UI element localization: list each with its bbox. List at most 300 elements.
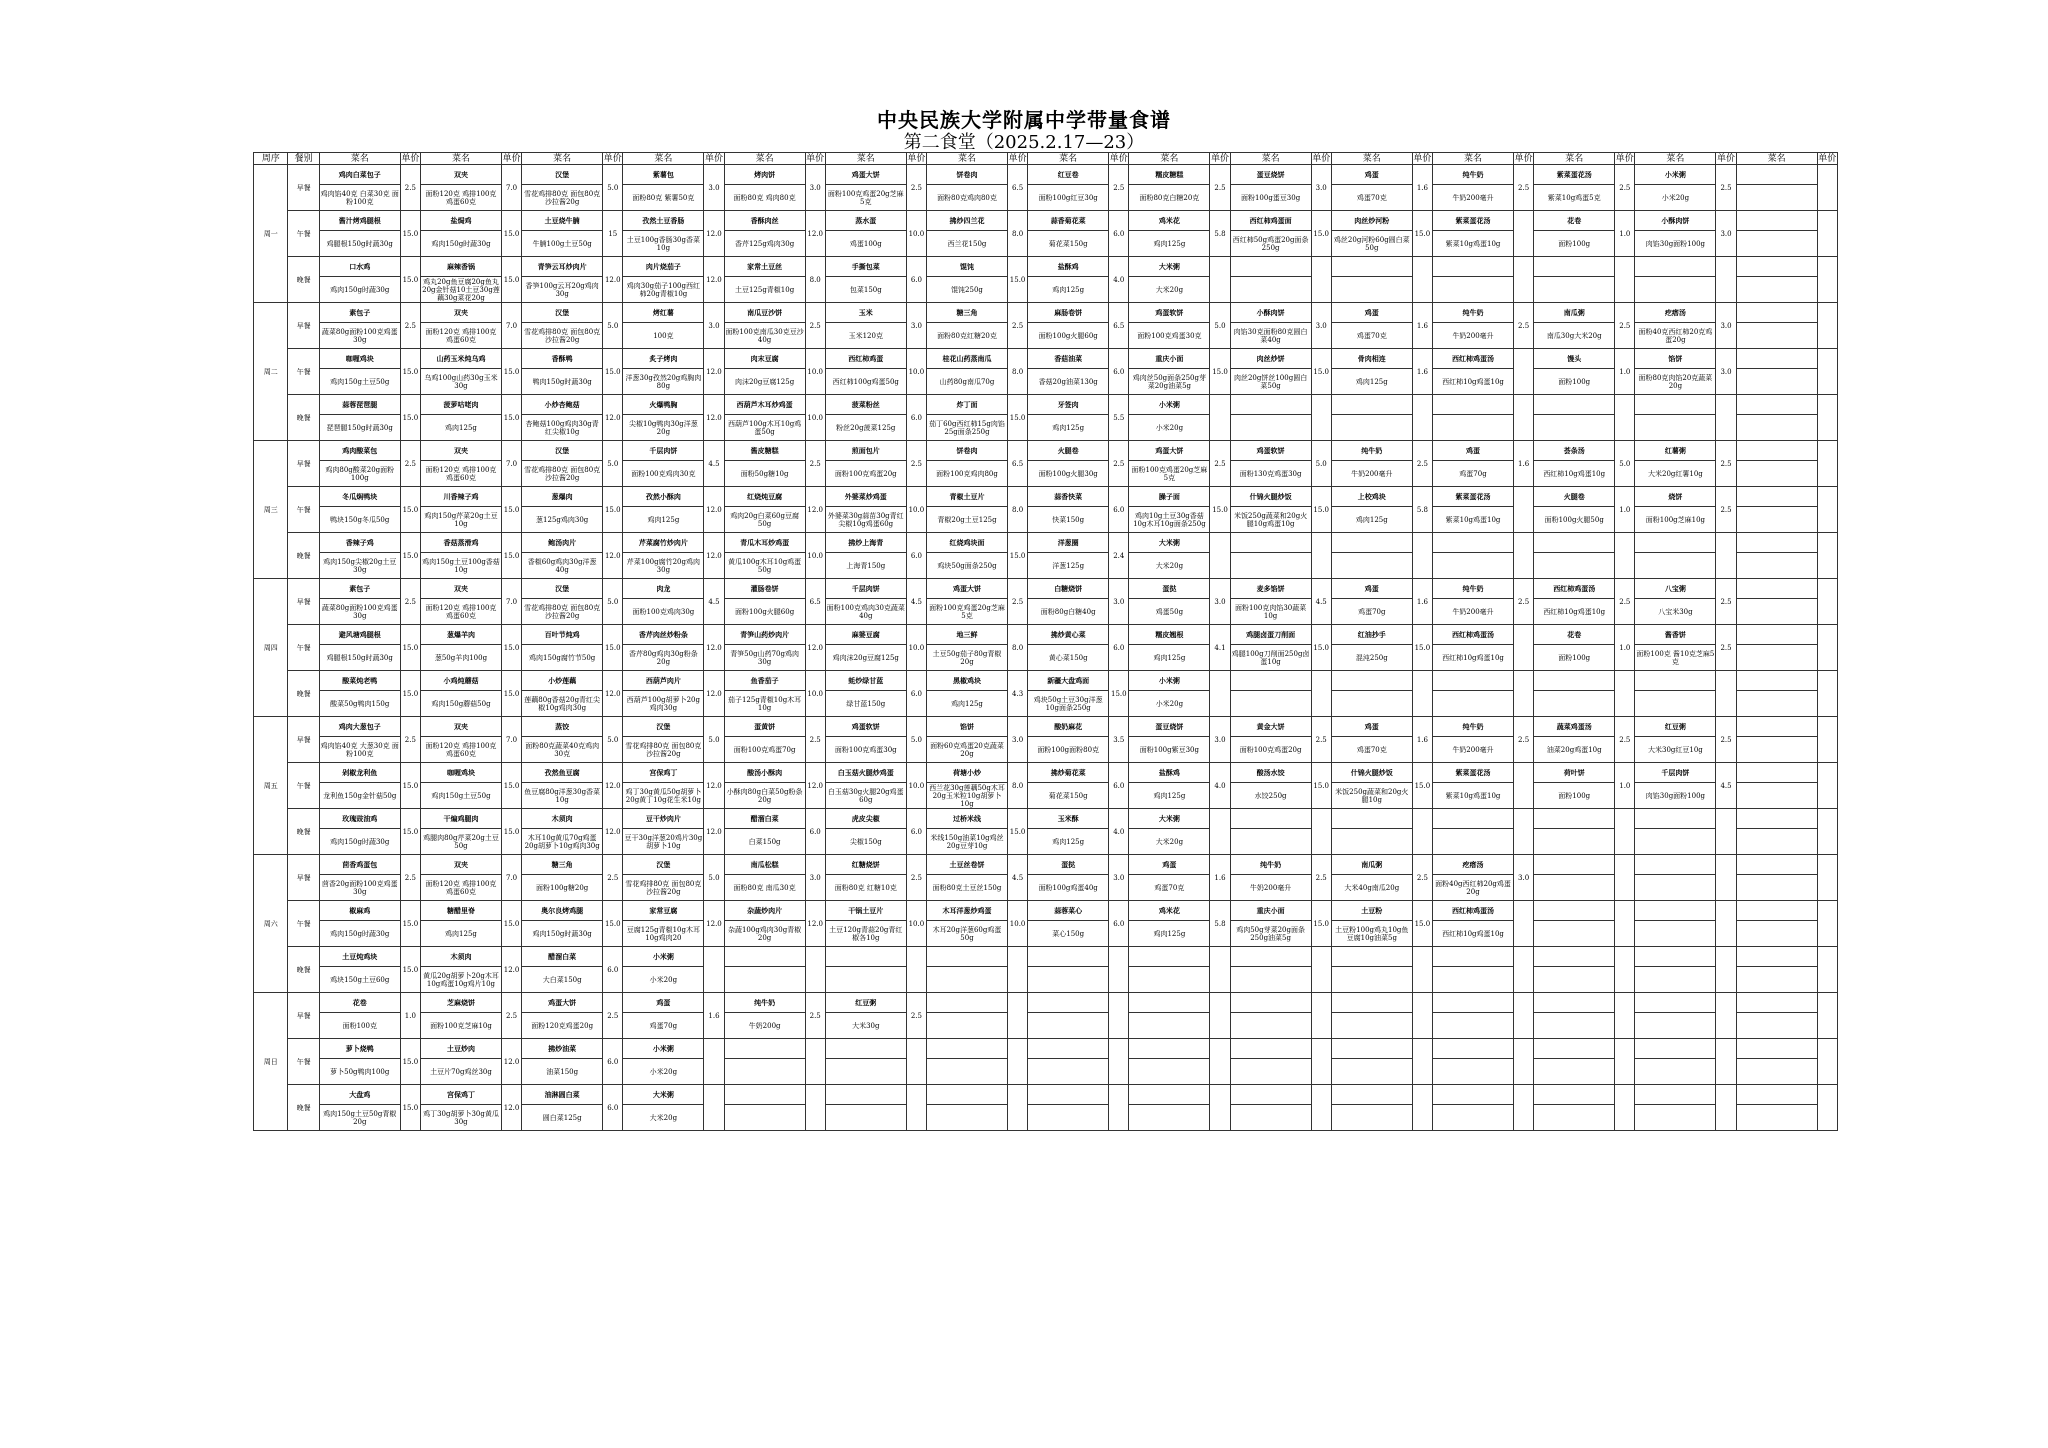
dish-price: 15.0 bbox=[1109, 671, 1129, 717]
dish-name bbox=[1433, 993, 1514, 1013]
dish-price: 12.0 bbox=[704, 349, 724, 395]
dish-name bbox=[927, 1085, 1008, 1105]
dish-name: 百叶节炖鸡 bbox=[522, 625, 603, 645]
ingredient-row bbox=[254, 553, 1838, 579]
dish-name bbox=[1129, 993, 1210, 1013]
dish-ingredients: 鸡肉150g时蔬30g bbox=[319, 921, 400, 947]
dish-ingredients bbox=[927, 967, 1008, 993]
dish-ingredients bbox=[1635, 553, 1716, 579]
dish-price: 15.0 bbox=[1412, 625, 1432, 671]
dish-price bbox=[1311, 1085, 1331, 1131]
dish-price: 2.5 bbox=[1513, 717, 1533, 763]
dish-name bbox=[1129, 1039, 1210, 1059]
dish-price bbox=[1817, 579, 1837, 625]
dish-name: 大米粥 bbox=[1129, 533, 1210, 553]
dish-name: 烤红薯 bbox=[623, 303, 704, 323]
meal-label: 早餐 bbox=[288, 303, 319, 349]
dish-row bbox=[254, 533, 1838, 553]
dish-ingredients: 鸭肉150g时蔬30g bbox=[522, 369, 603, 395]
dish-ingredients bbox=[1331, 829, 1412, 855]
dish-ingredients: 杏鲍菇100g鸡肉30g青红尖椒10g bbox=[522, 415, 603, 441]
dish-price: 5.0 bbox=[1615, 441, 1635, 487]
dish-name: 麻辣香锅 bbox=[420, 257, 501, 277]
dish-ingredients: 鸡蛋100g bbox=[825, 231, 906, 257]
dish-name bbox=[1635, 947, 1716, 967]
dish-price: 3.0 bbox=[704, 303, 724, 349]
dish-ingredients: 面粉100g火腿60g bbox=[724, 599, 805, 625]
dish-name: 肉丝炒饼 bbox=[1230, 349, 1311, 369]
dish-ingredients: 鸡肉150g时蔬30g bbox=[420, 231, 501, 257]
dish-price: 15.0 bbox=[400, 947, 420, 993]
dish-name: 什锦火腿炒饭 bbox=[1331, 763, 1412, 783]
dish-price: 5.0 bbox=[906, 717, 926, 763]
meal-label: 晚餐 bbox=[288, 257, 319, 303]
dish-name: 玉米 bbox=[825, 303, 906, 323]
meal-label: 午餐 bbox=[288, 763, 319, 809]
dish-row bbox=[254, 303, 1838, 323]
dish-price: 15.0 bbox=[400, 671, 420, 717]
dish-price: 2.5 bbox=[1615, 579, 1635, 625]
dish-name: 汉堡 bbox=[522, 303, 603, 323]
dish-name bbox=[1736, 1085, 1817, 1105]
dish-price: 8.0 bbox=[1007, 487, 1027, 533]
dish-price: 4.0 bbox=[1109, 257, 1129, 303]
ingredient-row bbox=[254, 783, 1838, 809]
dish-ingredients: 尖椒10g鸭肉30g洋葱20g bbox=[623, 415, 704, 441]
dish-name bbox=[1635, 1085, 1716, 1105]
meal-label: 午餐 bbox=[288, 211, 319, 257]
dish-ingredients: 面粉40克西红柿20克鸡蛋20g bbox=[1635, 323, 1716, 349]
header-price: 单价 bbox=[1312, 153, 1331, 164]
dish-ingredients: 快菜150g bbox=[1028, 507, 1109, 533]
dish-ingredients: 面粉120克 鸡排100克 鸡蛋60克 bbox=[420, 461, 501, 487]
dish-ingredients: 鸡肉150g土豆50g青椒20g bbox=[319, 1105, 400, 1131]
dish-price: 12.0 bbox=[603, 763, 623, 809]
dish-ingredients bbox=[1534, 415, 1615, 441]
dish-name: 荟条汤 bbox=[1534, 441, 1615, 461]
dish-ingredients: 鸡腿根150g时蔬30g bbox=[319, 645, 400, 671]
dish-price: 12.0 bbox=[704, 211, 724, 257]
dish-price: 4.0 bbox=[1109, 809, 1129, 855]
dish-price: 12.0 bbox=[704, 395, 724, 441]
dish-price: 10.0 bbox=[906, 901, 926, 947]
dish-name: 麦多馅饼 bbox=[1230, 579, 1311, 599]
dish-price: 15.0 bbox=[603, 349, 623, 395]
dish-price: 15.0 bbox=[501, 625, 521, 671]
dish-price: 2.5 bbox=[906, 855, 926, 901]
dish-name bbox=[1331, 947, 1412, 967]
dish-name: 土豆粉 bbox=[1331, 901, 1412, 921]
dish-ingredients: 面粉100克鸡蛋20g芝麻5克 bbox=[1129, 461, 1210, 487]
dish-name: 土豆炖鸡块 bbox=[319, 947, 400, 967]
dish-ingredients: 面粉100克鸡蛋30g bbox=[825, 737, 906, 763]
dish-price bbox=[1007, 947, 1027, 993]
dish-price: 15.0 bbox=[1007, 809, 1027, 855]
dish-ingredients bbox=[724, 1105, 805, 1131]
dish-price bbox=[1817, 947, 1837, 993]
dish-ingredients: 鸡块150g土豆60g bbox=[319, 967, 400, 993]
dish-ingredients: 芹菜100g腐竹20g鸡肉30g bbox=[623, 553, 704, 579]
dish-name: 南瓜粥 bbox=[1331, 855, 1412, 875]
dish-price: 2.5 bbox=[1716, 717, 1736, 763]
dish-price: 6.0 bbox=[805, 809, 825, 855]
dish-ingredients: 鸡肉150g土豆50g bbox=[319, 369, 400, 395]
dish-name: 鸡米花 bbox=[1129, 211, 1210, 231]
dish-name: 肉丝炒河粉 bbox=[1331, 211, 1412, 231]
dish-price bbox=[1412, 1039, 1432, 1085]
dish-name: 红烧鸡块面 bbox=[927, 533, 1008, 553]
dish-ingredients: 大米20g bbox=[623, 1105, 704, 1131]
dish-price: 2.5 bbox=[400, 165, 420, 211]
dish-price: 12.0 bbox=[603, 533, 623, 579]
header-price: 单价 bbox=[1615, 153, 1634, 164]
dish-ingredients bbox=[1736, 1105, 1817, 1131]
dish-price: 12.0 bbox=[805, 211, 825, 257]
dish-price: 5.0 bbox=[603, 441, 623, 487]
dish-price: 2.5 bbox=[906, 441, 926, 487]
dish-ingredients bbox=[1129, 1059, 1210, 1085]
dish-name bbox=[1736, 165, 1817, 185]
dish-price: 15.0 bbox=[501, 809, 521, 855]
dish-name: 紫菜蛋花汤 bbox=[1534, 165, 1615, 185]
dish-name: 西红柿鸡蛋汤 bbox=[1433, 625, 1514, 645]
dish-price: 10.0 bbox=[805, 671, 825, 717]
dish-ingredients: 面粉80g白糖40g bbox=[1028, 599, 1109, 625]
dish-price: 2.5 bbox=[1615, 165, 1635, 211]
dish-name: 蛋豆烧饼 bbox=[1129, 717, 1210, 737]
dish-name: 小米粥 bbox=[623, 1039, 704, 1059]
dish-name: 白糖烧饼 bbox=[1028, 579, 1109, 599]
dish-name: 紫菜蛋花汤 bbox=[1433, 763, 1514, 783]
dish-price: 12.0 bbox=[805, 487, 825, 533]
dish-name: 冬瓜焖鸭块 bbox=[319, 487, 400, 507]
dish-price: 15.0 bbox=[501, 763, 521, 809]
dish-name: 鸡蛋大饼 bbox=[825, 165, 906, 185]
dish-ingredients: 豆腐125g青椒10g木耳10g鸡肉20 bbox=[623, 921, 704, 947]
dish-ingredients: 酸菜50g鸭肉150g bbox=[319, 691, 400, 717]
dish-name bbox=[1736, 487, 1817, 507]
dish-ingredients bbox=[825, 1105, 906, 1131]
dish-ingredients bbox=[1028, 1059, 1109, 1085]
dish-price: 10.0 bbox=[805, 533, 825, 579]
dish-price: 3.0 bbox=[1210, 717, 1230, 763]
dish-price bbox=[1513, 211, 1533, 257]
dish-ingredients: 南瓜30g大米20g bbox=[1534, 323, 1615, 349]
dish-price bbox=[1513, 349, 1533, 395]
dish-ingredients: 小酥肉80g白菜50g粉条20g bbox=[724, 783, 805, 809]
dish-name: 西葫芦木耳炒鸡蛋 bbox=[724, 395, 805, 415]
dish-price bbox=[906, 1085, 926, 1131]
dish-price: 15.0 bbox=[400, 257, 420, 303]
dish-price: 10.0 bbox=[906, 763, 926, 809]
dish-ingredients: 鸡蛋70克 bbox=[1331, 323, 1412, 349]
dish-price bbox=[1513, 257, 1533, 303]
dish-ingredients: 雪花鸡排80克 面包80克沙拉酱20g bbox=[623, 875, 704, 901]
dish-ingredients bbox=[1433, 1013, 1514, 1039]
dish-name bbox=[825, 1085, 906, 1105]
dish-ingredients: 大米20g bbox=[1129, 553, 1210, 579]
dish-ingredients bbox=[1129, 967, 1210, 993]
dish-ingredients: 土豆120g青蒜20g青红椒各10g bbox=[825, 921, 906, 947]
dish-price: 1.0 bbox=[1615, 487, 1635, 533]
dish-ingredients: 面粉100g鸡蛋40g bbox=[1028, 875, 1109, 901]
dish-name: 疙瘩汤 bbox=[1433, 855, 1514, 875]
dish-ingredients: 油菜20g鸡蛋10g bbox=[1534, 737, 1615, 763]
dish-price: 1.6 bbox=[1412, 303, 1432, 349]
dish-price: 15.0 bbox=[400, 349, 420, 395]
dish-ingredients: 琵琶腿150g时蔬30g bbox=[319, 415, 400, 441]
dish-ingredients: 面粉100克鸡肉30g bbox=[623, 599, 704, 625]
dish-ingredients: 包菜150g bbox=[825, 277, 906, 303]
dish-ingredients bbox=[927, 1059, 1008, 1085]
dish-ingredients bbox=[1534, 553, 1615, 579]
dish-ingredients bbox=[1433, 277, 1514, 303]
dish-price: 6.5 bbox=[805, 579, 825, 625]
dish-price bbox=[1210, 993, 1230, 1039]
dish-ingredients bbox=[1635, 1105, 1716, 1131]
meal-label: 晚餐 bbox=[288, 395, 319, 441]
dish-price: 6.0 bbox=[603, 1085, 623, 1131]
dish-name bbox=[1534, 947, 1615, 967]
dish-ingredients: 面粉100克鸡蛋20g芝麻5克 bbox=[927, 599, 1008, 625]
dish-price: 2.5 bbox=[1210, 441, 1230, 487]
dish-name bbox=[1736, 441, 1817, 461]
dish-name: 盐酥鸡 bbox=[1129, 763, 1210, 783]
dish-name: 饼卷肉 bbox=[927, 165, 1008, 185]
dish-ingredients bbox=[1635, 829, 1716, 855]
dish-price: 4.5 bbox=[704, 579, 724, 625]
dish-ingredients: 大米20g红薯10g bbox=[1635, 461, 1716, 487]
dish-price: 3.0 bbox=[1210, 579, 1230, 625]
dish-ingredients: 鸡块50g土豆30g洋葱10g面条250g bbox=[1028, 691, 1109, 717]
dish-price: 3.0 bbox=[1716, 349, 1736, 395]
dish-ingredients: 鸡蛋70g bbox=[623, 1013, 704, 1039]
dish-ingredients: 蔬菜80g面粉100克鸡蛋30g bbox=[319, 323, 400, 349]
dish-price: 5.5 bbox=[1109, 395, 1129, 441]
dish-name: 香芹肉丝炒粉条 bbox=[623, 625, 704, 645]
dish-ingredients: 鸡蛋70克 bbox=[1331, 737, 1412, 763]
ingredient-row bbox=[254, 1013, 1838, 1039]
dish-name bbox=[1534, 993, 1615, 1013]
dish-ingredients: 鸡肉馅40克 白菜30克 面粉100克 bbox=[319, 185, 400, 211]
dish-price: 3.0 bbox=[1109, 855, 1129, 901]
dish-ingredients: 鸡肉125g bbox=[1331, 507, 1412, 533]
dish-price: 7.0 bbox=[501, 717, 521, 763]
dish-price: 4.5 bbox=[906, 579, 926, 625]
dish-name bbox=[1736, 349, 1817, 369]
dish-ingredients: 鸡蛋70克 bbox=[1129, 875, 1210, 901]
dish-name: 蒜蓉菜心 bbox=[1028, 901, 1109, 921]
dish-price: 10.0 bbox=[805, 349, 825, 395]
dish-price: 2.5 bbox=[1007, 303, 1027, 349]
dish-ingredients: 西红柿10g鸡蛋10g bbox=[1433, 645, 1514, 671]
dish-name: 小炒杏鲍菇 bbox=[522, 395, 603, 415]
dish-ingredients: 面粉60克鸡蛋20克蔬菜20g bbox=[927, 737, 1008, 763]
dish-name: 红豆粥 bbox=[825, 993, 906, 1013]
dish-name: 鲍汤肉片 bbox=[522, 533, 603, 553]
dish-name: 双夹 bbox=[420, 303, 501, 323]
dish-price: 15.0 bbox=[501, 349, 521, 395]
dish-ingredients: 青笋50g山药70g鸡肉30g bbox=[724, 645, 805, 671]
dish-name bbox=[1331, 1039, 1412, 1059]
dish-price: 2.5 bbox=[1716, 579, 1736, 625]
dish-ingredients: 菊花菜150g bbox=[1028, 783, 1109, 809]
dish-name: 木耳洋葱炒鸡蛋 bbox=[927, 901, 1008, 921]
dish-ingredients bbox=[1028, 967, 1109, 993]
dish-price: 2.5 bbox=[1311, 717, 1331, 763]
dish-name: 西红柿鸡蛋汤 bbox=[1534, 579, 1615, 599]
dish-price: 7.0 bbox=[501, 165, 521, 211]
dish-ingredients: 香芹125g鸡肉30g bbox=[724, 231, 805, 257]
dish-name: 双夹 bbox=[420, 165, 501, 185]
dish-name: 蚝炒绿甘蓝 bbox=[825, 671, 906, 691]
dish-price bbox=[1615, 395, 1635, 441]
dish-price: 2.5 bbox=[501, 993, 521, 1039]
dish-name: 疙瘩汤 bbox=[1635, 303, 1716, 323]
dish-ingredients: 木耳20g洋葱60g鸡蛋50g bbox=[927, 921, 1008, 947]
dish-name bbox=[1736, 855, 1817, 875]
dish-name: 纯牛奶 bbox=[1230, 855, 1311, 875]
dish-price bbox=[1007, 993, 1027, 1039]
dish-ingredients: 面粉100克 bbox=[319, 1013, 400, 1039]
dish-name bbox=[1230, 395, 1311, 415]
dish-name: 千层肉饼 bbox=[825, 579, 906, 599]
dish-ingredients: 面粉100g bbox=[1534, 645, 1615, 671]
meal-label: 晚餐 bbox=[288, 947, 319, 993]
dish-price bbox=[704, 1039, 724, 1085]
dish-price: 15.0 bbox=[1210, 349, 1230, 395]
dish-name: 花卷 bbox=[1534, 211, 1615, 231]
dish-ingredients bbox=[1433, 967, 1514, 993]
dish-ingredients: 土豆100g香肠30g香菜10g bbox=[623, 231, 704, 257]
dish-price: 12.0 bbox=[704, 901, 724, 947]
dish-ingredients bbox=[1534, 277, 1615, 303]
dish-price bbox=[1817, 855, 1837, 901]
dish-name bbox=[1331, 395, 1412, 415]
dish-price: 15.0 bbox=[1311, 901, 1331, 947]
dish-price bbox=[1817, 993, 1837, 1039]
dish-ingredients: 面粉80克 南瓜30克 bbox=[724, 875, 805, 901]
dish-ingredients: 西红柿100g鸡蛋50g bbox=[825, 369, 906, 395]
dish-name: 火腿卷 bbox=[1534, 487, 1615, 507]
dish-ingredients bbox=[1331, 691, 1412, 717]
dish-ingredients: 鸡肉125g bbox=[420, 415, 501, 441]
dish-name: 蛋挞 bbox=[1129, 579, 1210, 599]
dish-name: 紫菜蛋花汤 bbox=[1433, 487, 1514, 507]
dish-price: 8.0 bbox=[1007, 625, 1027, 671]
dish-name: 纯牛奶 bbox=[1433, 303, 1514, 323]
dish-ingredients: 面粉120克 鸡排100克 鸡蛋60克 bbox=[420, 185, 501, 211]
dish-ingredients: 面粉120克 鸡排100克 鸡蛋60克 bbox=[420, 599, 501, 625]
dish-ingredients bbox=[1534, 921, 1615, 947]
dish-price: 3.0 bbox=[1311, 303, 1331, 349]
header-price: 单价 bbox=[1514, 153, 1533, 164]
dish-ingredients: 雪花鸡排80克 面包80克 沙拉酱20g bbox=[522, 461, 603, 487]
dish-price: 3.0 bbox=[704, 165, 724, 211]
meal-label: 早餐 bbox=[288, 165, 319, 211]
dish-price bbox=[1716, 947, 1736, 993]
dish-price: 15.0 bbox=[400, 625, 420, 671]
dish-ingredients bbox=[1433, 829, 1514, 855]
dish-name: 南瓜豆沙饼 bbox=[724, 303, 805, 323]
dish-ingredients bbox=[927, 1013, 1008, 1039]
dish-name bbox=[1635, 809, 1716, 829]
dish-name bbox=[724, 947, 805, 967]
ingredient-row bbox=[254, 875, 1838, 901]
dish-price bbox=[1716, 395, 1736, 441]
dish-ingredients: 面粉100g火腿60g bbox=[1028, 323, 1109, 349]
dish-name: 大米粥 bbox=[623, 1085, 704, 1105]
dish-price: 15.0 bbox=[501, 395, 521, 441]
dish-name: 青笋山药炒肉片 bbox=[724, 625, 805, 645]
dish-price bbox=[704, 1085, 724, 1131]
dish-ingredients: 鸡丸20g鱼豆腐20g鱼丸20g金针菇10土豆30g莲藕30g菜花20g bbox=[422, 277, 500, 302]
dish-price bbox=[1615, 809, 1635, 855]
dish-price: 7.0 bbox=[501, 855, 521, 901]
dish-price bbox=[906, 947, 926, 993]
day-label: 周日 bbox=[254, 993, 288, 1131]
dish-price: 2.5 bbox=[603, 993, 623, 1039]
dish-ingredients: 大白菜150g bbox=[522, 967, 603, 993]
dish-ingredients bbox=[1736, 645, 1817, 671]
dish-price bbox=[1412, 1085, 1432, 1131]
dish-price bbox=[1716, 809, 1736, 855]
dish-price: 2.5 bbox=[906, 165, 926, 211]
dish-price bbox=[906, 1039, 926, 1085]
dish-ingredients: 外婆菜30g蒜苗30g青红尖椒10g鸡蛋60g bbox=[825, 507, 906, 533]
dish-name: 上校鸡块 bbox=[1331, 487, 1412, 507]
dish-name: 鸡蛋 bbox=[1433, 441, 1514, 461]
dish-name: 拂炒油菜 bbox=[522, 1039, 603, 1059]
dish-price: 15.0 bbox=[1412, 901, 1432, 947]
meal-label: 晚餐 bbox=[288, 809, 319, 855]
dish-price: 3.0 bbox=[1007, 717, 1027, 763]
dish-ingredients bbox=[1230, 829, 1311, 855]
dish-name: 糯皮翘根 bbox=[1129, 625, 1210, 645]
dish-price bbox=[1716, 993, 1736, 1039]
dish-name: 盐焗鸡 bbox=[420, 211, 501, 231]
dish-name bbox=[1331, 671, 1412, 691]
header-price: 单价 bbox=[1413, 153, 1432, 164]
dish-price: 12.0 bbox=[501, 947, 521, 993]
dish-name bbox=[1331, 533, 1412, 553]
dish-name: 鸡蛋软饼 bbox=[825, 717, 906, 737]
page-title: 中央民族大学附属中学带量食谱 bbox=[877, 108, 1171, 132]
dish-ingredients: 大米40g南瓜20g bbox=[1331, 875, 1412, 901]
dish-ingredients: 小米20g bbox=[1129, 691, 1210, 717]
dish-price: 2.5 bbox=[1412, 855, 1432, 901]
dish-ingredients bbox=[1230, 415, 1311, 441]
dish-ingredients: 鸭块150g冬瓜50g bbox=[319, 507, 400, 533]
dish-price: 8.0 bbox=[1007, 211, 1027, 257]
dish-row bbox=[254, 211, 1838, 231]
dish-ingredients: 牛奶200g bbox=[724, 1013, 805, 1039]
dish-ingredients: 鸡肉150g芹菜20g土豆10g bbox=[420, 507, 501, 533]
dish-ingredients bbox=[1736, 553, 1817, 579]
dish-price bbox=[1210, 1085, 1230, 1131]
dish-ingredients bbox=[825, 1059, 906, 1085]
dish-ingredients bbox=[1635, 875, 1716, 901]
dish-ingredients: 牛奶200毫升 bbox=[1433, 323, 1514, 349]
dish-price bbox=[1412, 533, 1432, 579]
dish-ingredients: 鸡肉150g土豆50g bbox=[420, 783, 501, 809]
dish-price: 15.0 bbox=[400, 533, 420, 579]
dish-price bbox=[1615, 257, 1635, 303]
dish-price: 5.0 bbox=[603, 717, 623, 763]
dish-name bbox=[1028, 1085, 1109, 1105]
dish-price: 1.6 bbox=[1412, 165, 1432, 211]
dish-price bbox=[1817, 763, 1837, 809]
